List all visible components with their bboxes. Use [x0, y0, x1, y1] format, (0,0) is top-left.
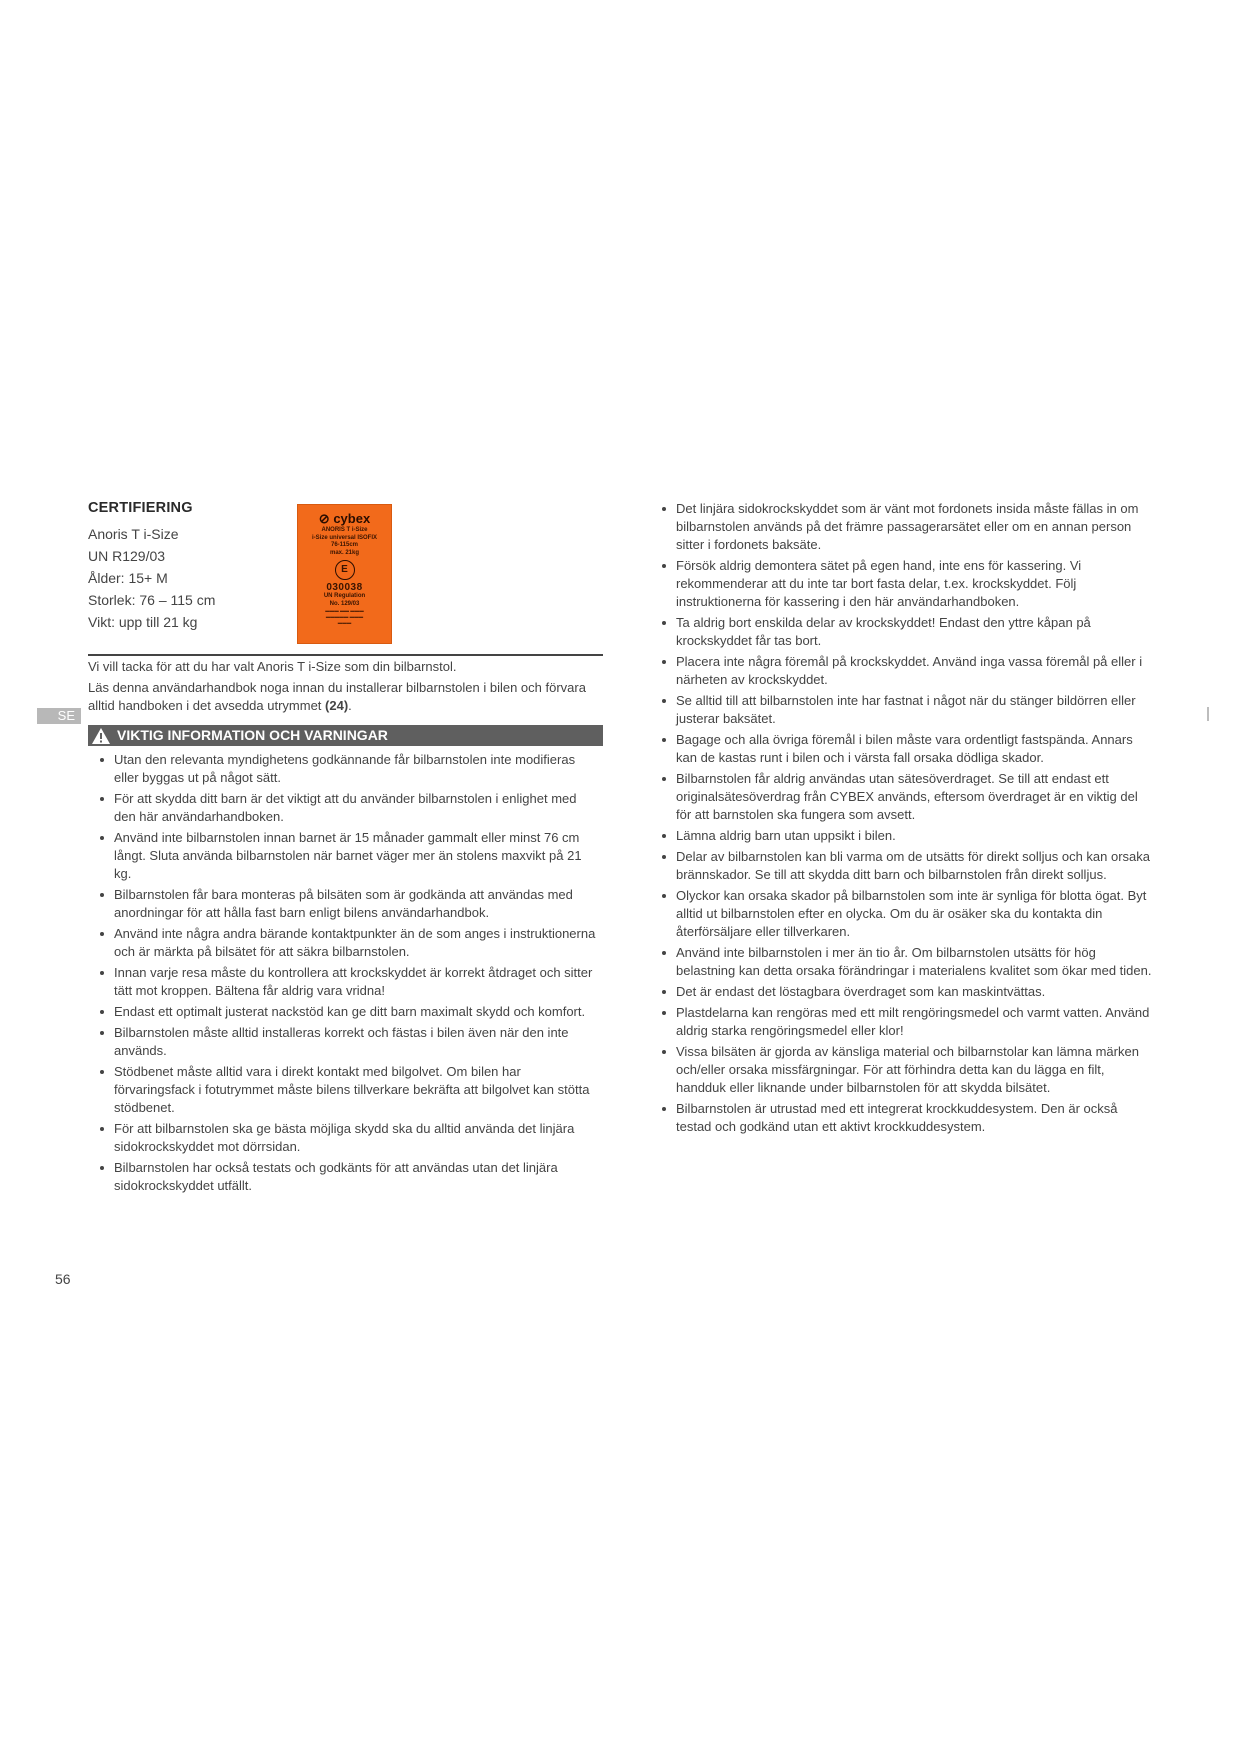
page-number: 56 — [55, 1271, 71, 1287]
list-item: Bilbarnstolen får aldrig användas utan sätesöverdraget. Se till att endast ett originalsätesöverdrag från CYBEX används, eftersom överdraget är en viktig del för att barnstolen ska fungera som avsett. — [662, 770, 1152, 824]
label-model: ANORIS T i-Size — [321, 527, 368, 533]
list-item: Olyckor kan orsaka skador på bilbarnstolen som inte är synliga för blotta ögat. Byt alltid ut bilbarnstolen efter en olycka. Om du är osäker ska du kontakta din återförsäljare eller tillverkaren. — [662, 887, 1152, 941]
label-regulation-1: UN Regulation — [323, 593, 366, 599]
cert-regulation: UN R129/03 — [88, 548, 166, 564]
label-fine-print: ▬▬▬ ▬▬ ▬▬▬ ▬▬▬▬▬ ▬▬▬ ▬▬▬ — [325, 608, 364, 625]
section-divider — [88, 654, 603, 656]
cert-weight: Vikt: upp till 21 kg — [88, 614, 198, 630]
list-item: Delar av bilbarnstolen kan bli varma om de utsätts för direkt solljus och kan orsaka brännskador. Se till att skydda ditt barn och bilbarnstolen från direkt solljus. — [662, 848, 1152, 884]
list-item: Använd inte bilbarnstolen i mer än tio år. Om bilbarnstolen utsätts för hög belastning kan detta orsaka förändringar i materialens kvalitet som ökar med tiden. — [662, 944, 1152, 980]
intro-text — [88, 658, 603, 718]
warning-list-right — [662, 500, 1152, 1139]
intro-thanks: Vi vill tacka för att du har valt Anoris T i-Size som din bilbarnstol. — [88, 659, 457, 674]
label-regulation-2: No. 129/03 — [329, 600, 360, 607]
cybex-logo: ⊘ cybex — [318, 511, 371, 526]
certification-title: CERTIFIERING — [88, 500, 193, 516]
list-item: För att bilbarnstolen ska ge bästa möjliga skydd ska du alltid använda det linjära sidokrockskyddet mot dörrsidan. — [100, 1120, 598, 1156]
list-item: Lämna aldrig barn utan uppsikt i bilen. — [662, 827, 1152, 845]
warning-icon — [91, 727, 111, 745]
list-item: Ta aldrig bort enskilda delar av krockskyddet! Endast den yttre kåpan på krockskyddet får tas bort. — [662, 614, 1152, 650]
list-item: För att skydda ditt barn är det viktigt att du använder bilbarnstolen i enlighet med den här användarhandboken. — [100, 790, 598, 826]
list-item: Se alltid till att bilbarnstolen inte har fastnat i något när du stänger bildörren eller justerar baksätet. — [662, 692, 1152, 728]
list-item: Stödbenet måste alltid vara i direkt kontakt med bilgolvet. Om bilen har förvaringsfack i fotutrymmet måste bilens tillverkare bekräfta att bilgolvet kan stötta stödbenet. — [100, 1063, 598, 1117]
language-tab: SE — [37, 708, 81, 724]
list-item: Bilbarnstolen måste alltid installeras korrekt och fästas i bilen även när den inte används. — [100, 1024, 598, 1060]
list-item: Endast ett optimalt justerat nackstöd kan ge ditt barn maximalt skydd och komfort. — [100, 1003, 598, 1021]
list-item: Det linjära sidokrockskyddet som är vänt mot fordonets insida måste fällas in om bilbarnstolen används på det främre passagerarsätet eller om en annan person sitter i fordonets baksäte. — [662, 500, 1152, 554]
list-item: Plastdelarna kan rengöras med ett milt rengöringsmedel och varmt vatten. Använd aldrig starka rengöringsmedel eller klor! — [662, 1004, 1152, 1040]
cert-model: Anoris T i-Size — [88, 526, 179, 542]
list-item: Bagage och alla övriga föremål i bilen måste vara ordentligt fastspända. Annars kan de kastas runt i bilen och i värsta fall orsaka dödliga skador. — [662, 731, 1152, 767]
intro-read-manual — [88, 679, 603, 715]
list-item: Placera inte några föremål på krockskyddet. Använd inga vassa föremål på eller i närheten av krockskyddet. — [662, 653, 1152, 689]
list-item: Innan varje resa måste du kontrollera att krockskyddet är korrekt åtdraget och sitter tätt mot kroppen. Bältena får aldrig vara vridna! — [100, 964, 598, 1000]
label-number: 030038 — [326, 582, 363, 593]
list-item: Bilbarnstolen är utrustad med ett integrerat krockkuddesystem. Den är också testad och godkänd utan ett aktivt krockkuddesystem. — [662, 1100, 1152, 1136]
page-edge-mark — [1207, 707, 1209, 721]
list-item: Försök aldrig demontera sätet på egen hand, inte ens för kassering. Vi rekommenderar att du inte tar bort fasta delar, t.ex. krockskyddet. Följ instruktionerna för kassering i den här användarhandboken. — [662, 557, 1152, 611]
intro-ref: (24) — [325, 698, 349, 713]
certification-details — [88, 523, 215, 633]
intro-end: . — [348, 698, 352, 713]
warning-title: VIKTIG INFORMATION OCH VARNINGAR — [117, 727, 388, 743]
warning-list-left — [100, 751, 598, 1198]
emark-icon: E — [335, 560, 355, 580]
label-size: 76-115cm — [330, 542, 359, 548]
label-weight: max. 21kg — [329, 549, 360, 556]
intro-read-text: Läs denna användarhandbok noga innan du installerar bilbarnstolen i bilen och förvara alltid handboken i det avsedda utrymmet — [88, 680, 586, 713]
cert-size: Storlek: 76 – 115 cm — [88, 592, 216, 608]
list-item: Använd inte några andra bärande kontaktpunkter än de som anges i instruktionerna och är märkta på bilsätet för att säkra bilbarnstolen. — [100, 925, 598, 961]
list-item: Det är endast det löstagbara överdraget som kan maskintvättas. — [662, 983, 1152, 1001]
cert-age: Ålder: 15+ M — [88, 570, 168, 586]
warning-header — [88, 725, 603, 746]
label-type: i-Size universal ISOFIX — [311, 534, 378, 541]
list-item: Utan den relevanta myndighetens godkännande får bilbarnstolen inte modifieras eller byggas ut på något sätt. — [100, 751, 598, 787]
list-item: Bilbarnstolen får bara monteras på bilsäten som är godkända att användas med anordningar för att hålla fast barn enligt bilens användarhandbok. — [100, 886, 598, 922]
approval-label-image — [297, 504, 392, 644]
list-item: Bilbarnstolen har också testats och godkänts för att användas utan det linjära sidokrockskyddet utfällt. — [100, 1159, 598, 1195]
list-item: Vissa bilsäten är gjorda av känsliga material och bilbarnstolar kan lämna märken och/eller orsaka missfärgningar. För att förhindra detta kan du lägga en filt, handduk eller liknande under bilbarnstolen för att skydda bilsätet. — [662, 1043, 1152, 1097]
label-brand: cybex — [333, 511, 371, 526]
list-item: Använd inte bilbarnstolen innan barnet är 15 månader gammalt eller minst 76 cm långt. Sluta använda bilbarnstolen när barnet väger mer än stolens maxvikt på 21 kg. — [100, 829, 598, 883]
